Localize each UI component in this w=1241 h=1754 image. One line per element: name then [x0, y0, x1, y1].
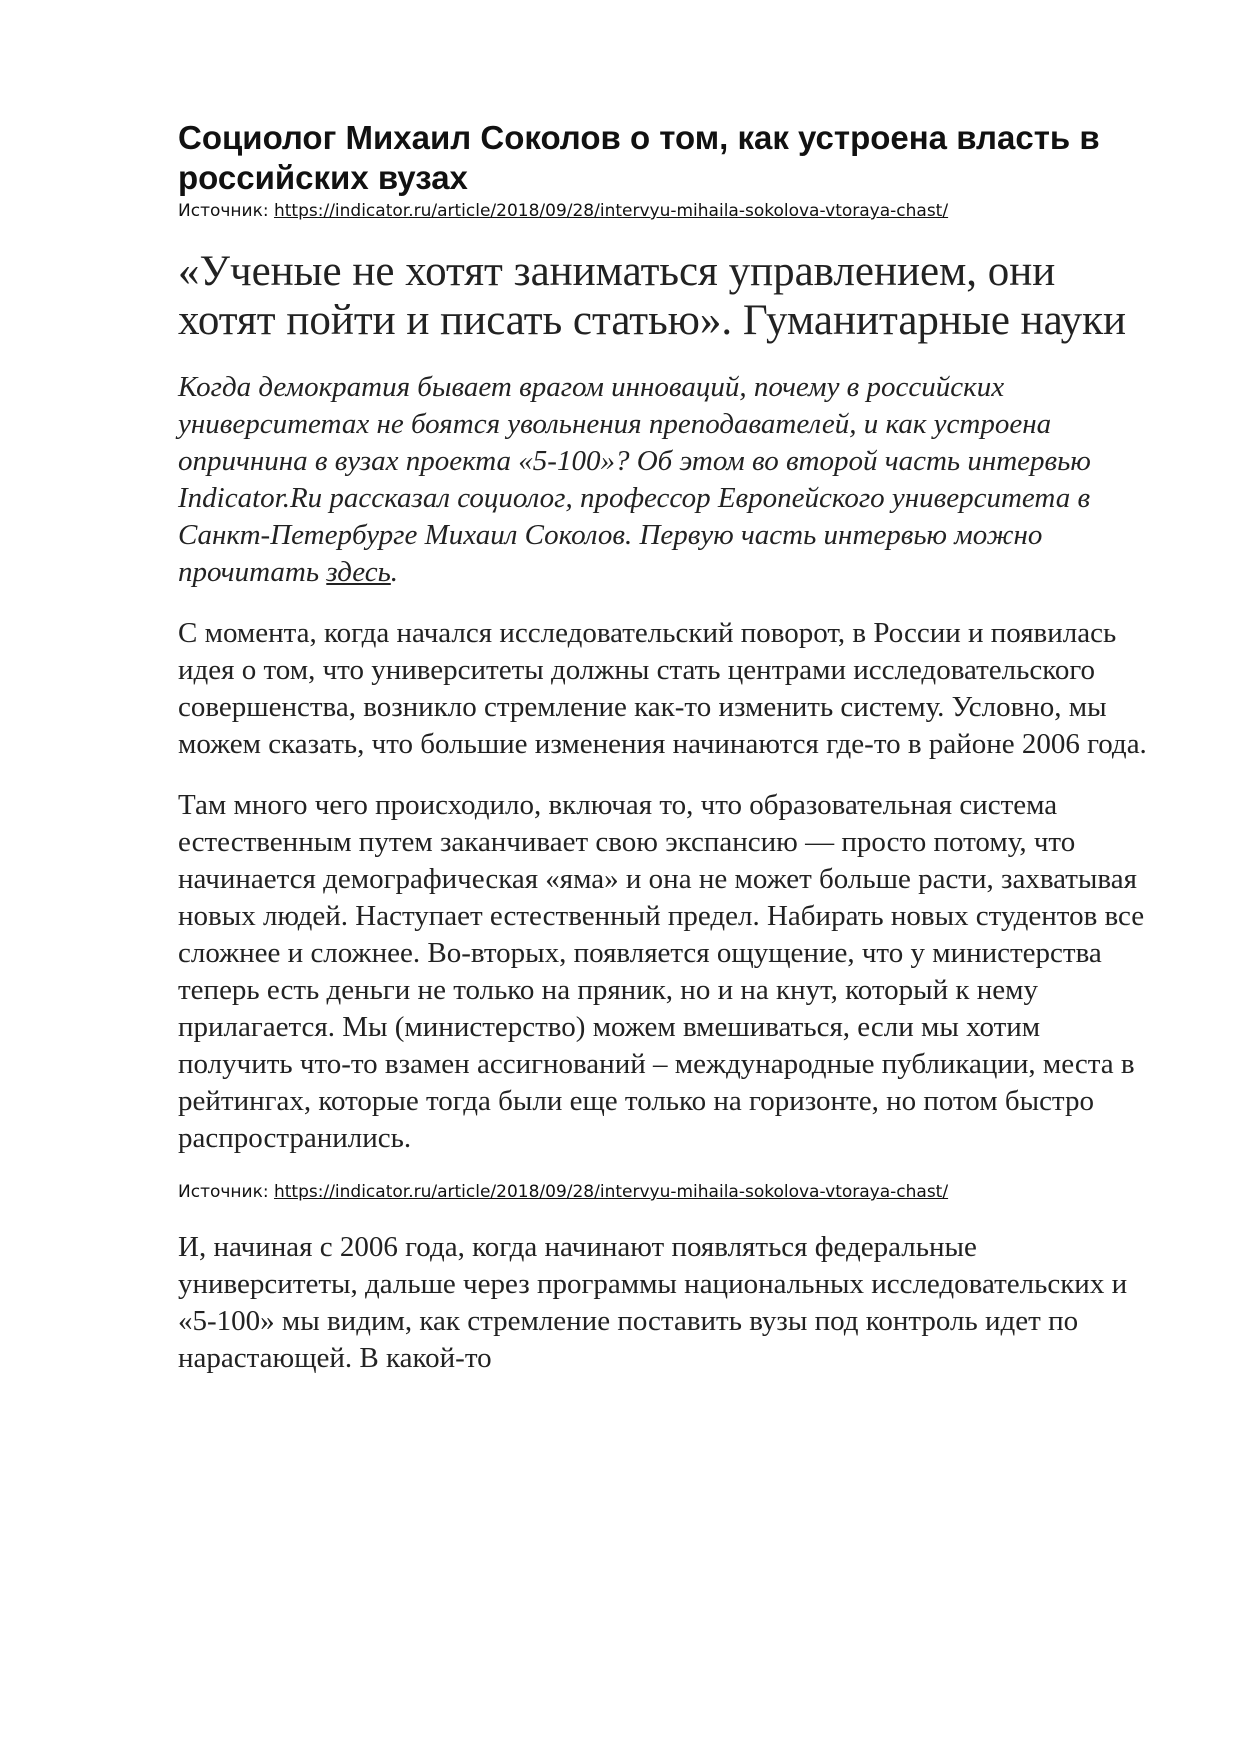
body-paragraph-3: И, начиная с 2006 года, когда начинают появляться федеральные университеты, дальше через программы национальных исследовательских и «5-100» мы видим, как стремление поставить вузы под контроль идет по нарастающей. В какой-то — [178, 1231, 1128, 1374]
source-line-2 — [178, 1181, 1158, 1203]
lead-link-here[interactable]: здесь — [326, 556, 391, 588]
document-title: Социолог Михаил Соколов о том, как устроена власть в российских вузах — [178, 119, 1100, 196]
article-lead — [178, 369, 1158, 591]
document-page — [178, 118, 1158, 1377]
article-headline: «Ученые не хотят заниматься управлением, они хотят пойти и писать статью». Гуманитарные науки — [178, 248, 1126, 344]
body-paragraph-1: С момента, когда начался исследовательский поворот, в России и появилась идея о том, что университеты должны стать центрами исследовательского совершенства, возникло стремление как-то изменить систему. Условно, мы можем сказать, что большие изменения начинаются где-то в районе 2006 года. — [178, 617, 1147, 760]
source-line — [178, 200, 1158, 222]
source-label: Источник: — [178, 201, 274, 221]
body-paragraph-2: Там много чего происходило, включая то, что образовательная система естественным путем заканчивает свою экспансию — просто потому, что начинается демографическая «яма» и она не может больше расти, захватывая новых людей. Наступает естественный предел. Набирать новых студентов все сложнее и сложнее. Во-вторых, появляется ощущение, что у министерства теперь есть деньги не только на пряник, но и на кнут, который к нему прилагается. Мы (министерство) можем вмешиваться, если мы хотим получить что-то взамен ассигнований – международные публикации, места в рейтингах, которые тогда были еще только на горизонте, но потом быстро распространились. — [178, 789, 1145, 1154]
source-label-2: Источник: — [178, 1182, 274, 1202]
source-link[interactable]: https://indicator.ru/article/2018/09/28/intervyu-mihaila-sokolova-vtoraya-chast/ — [273, 201, 949, 221]
lead-end: . — [390, 556, 399, 588]
source-link-2[interactable]: https://indicator.ru/article/2018/09/28/intervyu-mihaila-sokolova-vtoraya-chast/ — [273, 1182, 949, 1202]
lead-text: Когда демократия бывает врагом инноваций, почему в российских университетах не боятся увольнения преподавателей, и как устроена опричнина в вузах проекта «5-100»? Об этом во второй часть интервью Indicator.Ru рассказал социолог, профессор Европейского университета в Санкт-Петербурге Михаил Соколов. Первую часть интервью можно прочитать — [178, 371, 1091, 588]
